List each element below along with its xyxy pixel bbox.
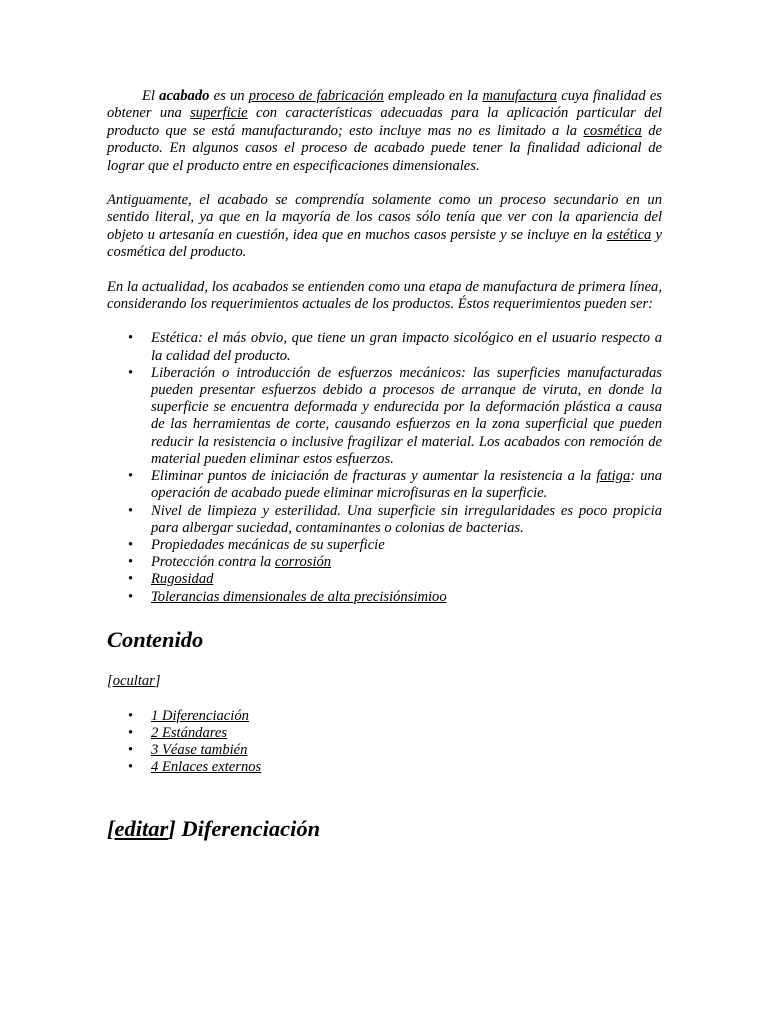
link-rugosidad[interactable]: Rugosidad <box>151 571 214 588</box>
toc-item <box>151 742 662 759</box>
link-estetica[interactable]: estética <box>606 226 652 243</box>
toc-link-enlaces-externos[interactable]: 4 Enlaces externos <box>151 759 262 776</box>
intro-paragraph-1 <box>107 88 662 175</box>
toc-title: Contenido <box>107 626 204 652</box>
list-item: • Nivel de limpieza y esterilidad. Una superficie sin irregularidades es poco propicia para albergar suciedad, contaminantes o colonias de bacterias. <box>151 503 662 537</box>
link-superficie[interactable]: superficie <box>190 105 248 122</box>
toc-hide-link[interactable]: ocultar <box>112 672 155 689</box>
bold-term-acabado: acabado <box>159 88 210 104</box>
text-run: con características adecuadas para la aplicación particular del producto que se está manufacturando; esto incluye mas no es limitado a la <box>107 105 662 139</box>
bracket-open: [ <box>107 815 115 841</box>
toc-link-diferenciacion[interactable]: 1 Diferenciación <box>151 707 249 724</box>
link-tolerancias-dimensionales[interactable]: Tolerancias dimensionales de alta precisiónsimioo <box>151 588 447 605</box>
text-run: El <box>142 88 160 104</box>
text-run: : una operación de acabado puede eliminar microfisuras en la superficie. <box>151 468 662 502</box>
list-item <box>151 571 662 588</box>
text-run: cuya finalidad es obtener una <box>107 88 662 122</box>
link-cosmetica[interactable]: cosmética <box>583 122 642 139</box>
intro-paragraph-3: En la actualidad, los acabados se entienden como una etapa de manufactura de primera línea, considerando los requerimientos actuales de los productos. Éstos requerimientos pueden ser: <box>107 278 662 313</box>
toc-item <box>151 708 662 725</box>
section-heading-diferenciacion <box>107 816 662 842</box>
bracket-close: ] <box>168 815 176 841</box>
link-fatiga[interactable]: fatiga <box>596 468 631 485</box>
intro-paragraph-2 <box>107 192 662 262</box>
list-item <box>151 468 662 502</box>
edit-section-link[interactable]: editar <box>114 815 169 841</box>
toc-item <box>151 725 662 742</box>
toc-list <box>107 708 662 777</box>
list-item <box>151 589 662 606</box>
text-run: es un <box>209 88 249 104</box>
section-title: Diferenciación <box>175 815 321 841</box>
requirements-list <box>107 330 662 605</box>
text-run: empleado en la <box>383 88 483 104</box>
text-run: y cosmética del producto. <box>107 226 662 261</box>
text-run: Eliminar puntos de iniciación de fracturas y aumentar la resistencia a la <box>151 468 597 485</box>
link-proceso-de-fabricacion[interactable]: proceso de fabricación <box>248 88 384 104</box>
link-corrosion[interactable]: corrosión <box>274 554 332 571</box>
link-manufactura[interactable]: manufactura <box>482 88 558 104</box>
toc-link-estandares[interactable]: 2 Estándares <box>151 724 228 741</box>
text-run: de producto. En algunos casos el proceso de acabado puede tener la finalidad adicional de lograr que el producto entre en especificaciones dimensionales. <box>107 122 662 174</box>
text-run: Antiguamente, el acabado se comprendía solamente como un proceso secundario en un sentido literal, ya que en la mayoría de los casos sólo tenía que ver con la apariencia del objeto u artesanía en cuestión, idea que en muchos casos persiste y se incluye en la <box>107 192 662 243</box>
bracket-close: ] <box>154 672 161 689</box>
list-item: • Propiedades mecánicas de su superficie <box>151 537 662 554</box>
bracket-open: [ <box>107 672 113 689</box>
article-page <box>107 88 662 842</box>
toc-link-vease-tambien[interactable]: 3 Véase también <box>151 742 248 759</box>
toc-toggle <box>107 673 662 690</box>
list-item <box>151 554 662 571</box>
toc-item <box>151 759 662 776</box>
text-run: Protección contra la <box>151 554 275 571</box>
list-item: • Estética: el más obvio, que tiene un gran impacto sicológico en el usuario respecto a la calidad del producto. <box>151 330 662 364</box>
list-item: • Liberación o introducción de esfuerzos mecánicos: las superficies manufacturadas pueden presentar esfuerzos debido a procesos de arranque de viruta, en donde la superficie se encuentra deformada y endurecida por la deformación plástica a causa de las herramientas de corte, causando esfuerzos en la zona superficial que pueden reducir la resistencia o inclusive fragilizar el material. Los acabados con remoción de material pueden eliminar estos esfuerzos. <box>151 365 662 468</box>
